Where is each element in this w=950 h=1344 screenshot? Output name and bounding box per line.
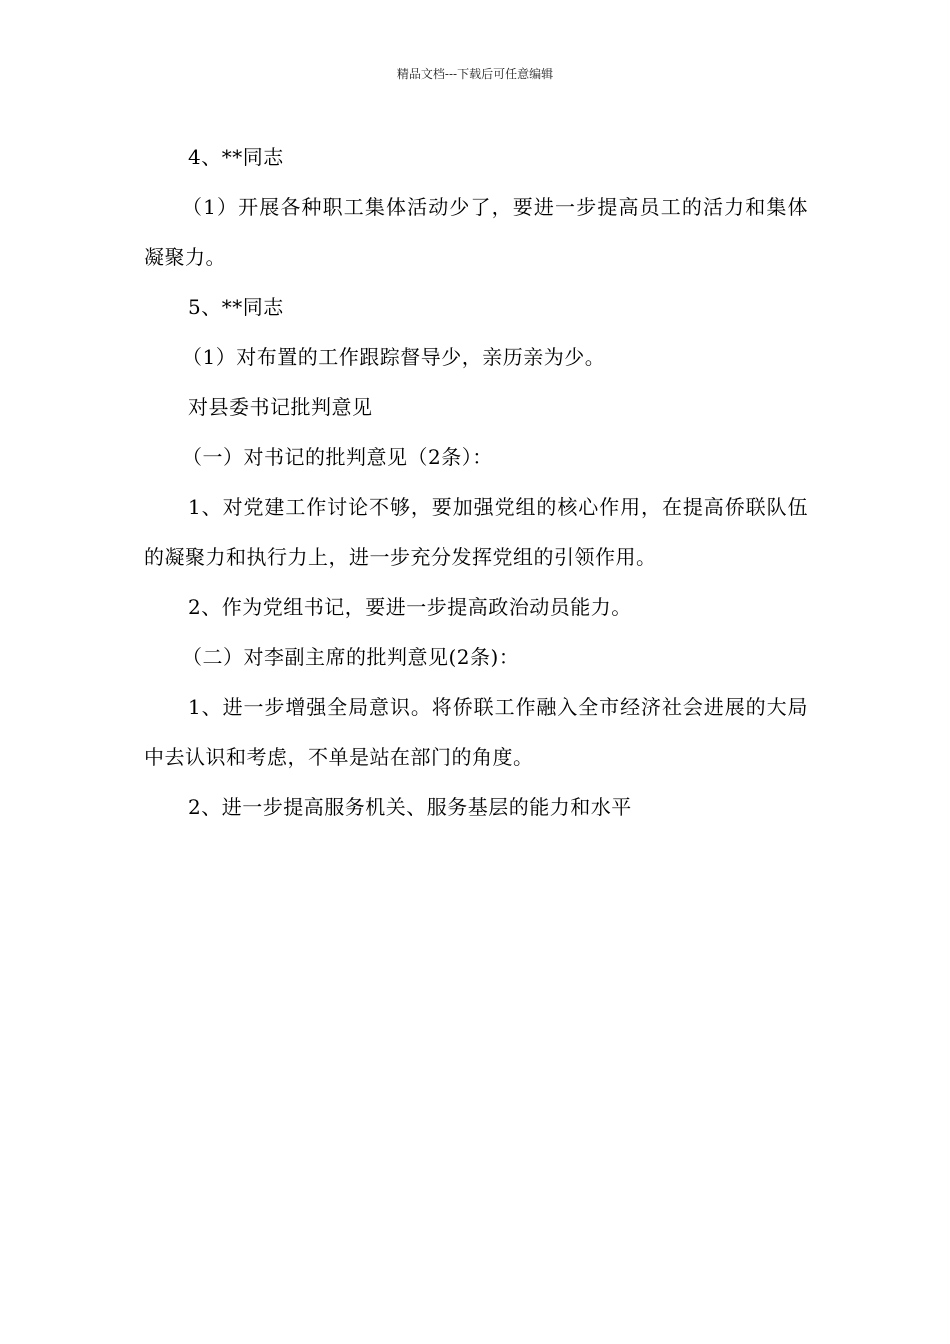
paragraph-secretary-item-2: 2、作为党组书记，要进一步提高政治动员能力。: [188, 595, 632, 619]
paragraph-secretary-item-1: 1、对党建工作讨论不够，要加强党组的核心作用，在提高侨联队伍的凝聚力和执行力上，进一步充分发挥党组的引领作用。: [144, 495, 808, 569]
paragraph-vice-chair-item-2: 2、进一步提高服务机关、服务基层的能力和水平: [188, 795, 632, 819]
paragraph-vice-chair-item-1: 1、进一步增强全局意识。将侨联工作融入全市经济社会进展的大局中去认识和考虑，不单是站在部门的角度。: [144, 695, 808, 769]
page-header: 精品文档---下载后可任意编辑: [396, 67, 554, 81]
paragraph-comrade-4-item-1: （1）开展各种职工集体活动少了，要进一步提高员工的活力和集体凝聚力。: [144, 195, 808, 269]
paragraph-comrade-4: 4、**同志: [188, 145, 284, 169]
document-body: [144, 132, 808, 832]
paragraph-comrade-5: 5、**同志: [188, 295, 284, 319]
section-heading: 对县委书记批判意见: [188, 395, 373, 419]
paragraph-comrade-5-item-1: （1）对布置的工作跟踪督导少，亲历亲为少。: [182, 345, 606, 369]
subsection-secretary: （一）对书记的批判意见（2条）：: [182, 445, 493, 469]
subsection-vice-chair: （二）对李副主席的批判意见(2条)：: [182, 645, 520, 669]
